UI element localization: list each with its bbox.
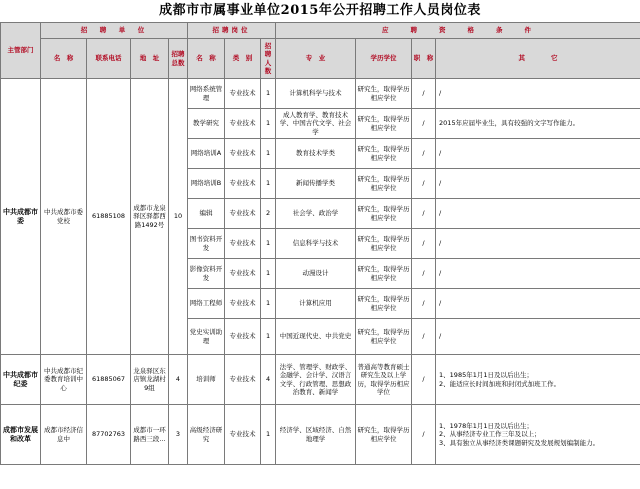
header-edu: 学历学位 <box>356 39 412 79</box>
unit-total-cell: 4 <box>169 355 188 405</box>
category-cell: 专业技术 <box>225 229 261 259</box>
count-cell: 2 <box>261 199 276 229</box>
category-cell: 专业技术 <box>225 79 261 109</box>
header-req-group: 应 聘 资 格 条 件 <box>276 23 640 39</box>
count-cell: 1 <box>261 229 276 259</box>
edu-cell: 研究生，取得学历相应学位 <box>356 79 412 109</box>
title-cell: / <box>412 229 436 259</box>
post-name-cell: 编辑 <box>188 199 225 229</box>
other-cell: / <box>436 79 640 109</box>
edu-cell: 研究生，取得学历相应学位 <box>356 289 412 319</box>
other-cell: 1、1985年1月1日及以后出生； 2、能适应长时间加班和封闭式加班工作。 <box>436 355 640 405</box>
major-cell: 社会学、政治学 <box>276 199 356 229</box>
edu-cell: 普通高等教育硕士研究生及以上学历，取得学历相应学位 <box>356 355 412 405</box>
title-cell: / <box>412 199 436 229</box>
post-name-cell: 图书资料开发 <box>188 229 225 259</box>
post-name-cell: 网络工程师 <box>188 289 225 319</box>
header-title: 职 称 <box>412 39 436 79</box>
edu-cell: 研究生，取得学历相应学位 <box>356 259 412 289</box>
category-cell: 专业技术 <box>225 405 261 465</box>
dept-cell: 中共成都市委 <box>1 79 41 355</box>
unit-total-cell: 10 <box>169 79 188 355</box>
count-cell: 1 <box>261 169 276 199</box>
table-body <box>1 79 640 465</box>
title-cell: / <box>412 259 436 289</box>
header-major: 专 业 <box>276 39 356 79</box>
unit-address-cell: 龙泉驿区东店镇龙湖村9组 <box>131 355 169 405</box>
header-unit-name: 名 称 <box>41 39 87 79</box>
category-cell: 专业技术 <box>225 259 261 289</box>
page-title: 成都市市属事业单位2015年公开招聘工作人员岗位表 <box>159 3 481 18</box>
count-cell: 1 <box>261 259 276 289</box>
table-row <box>1 79 640 109</box>
unit-name-cell: 中共成都市纪委教育培训中心 <box>41 355 87 405</box>
header-count: 招聘人数 <box>261 39 276 79</box>
post-name-cell: 党史实训助理 <box>188 319 225 355</box>
category-cell: 专业技术 <box>225 319 261 355</box>
other-cell: 2015年应届毕业生，具有较强的文字写作能力。 <box>436 109 640 139</box>
count-cell: 1 <box>261 79 276 109</box>
category-cell: 专业技术 <box>225 139 261 169</box>
other-cell: / <box>436 259 640 289</box>
edu-cell: 研究生，取得学历相应学位 <box>356 199 412 229</box>
header-post-group: 招聘岗位 <box>188 23 276 39</box>
unit-phone-cell: 61885067 <box>87 355 131 405</box>
post-name-cell: 高级经济研究 <box>188 405 225 465</box>
header-other: 其 它 <box>436 39 640 79</box>
unit-total-cell: 3 <box>169 405 188 465</box>
major-cell: 信息科学与技术 <box>276 229 356 259</box>
header-address: 地 址 <box>131 39 169 79</box>
unit-address-cell: 成都市一环路西三段... <box>131 405 169 465</box>
edu-cell: 研究生，取得学历相应学位 <box>356 109 412 139</box>
unit-name-cell: 成都市经济信息中 <box>41 405 87 465</box>
edu-cell: 研究生，取得学历相应学位 <box>356 229 412 259</box>
other-cell: / <box>436 319 640 355</box>
major-cell: 动漫设计 <box>276 259 356 289</box>
title-cell: / <box>412 289 436 319</box>
unit-phone-cell: 61885108 <box>87 79 131 355</box>
count-cell: 1 <box>261 109 276 139</box>
dept-cell: 成都市发展和改革 <box>1 405 41 465</box>
edu-cell: 研究生，取得学历相应学位 <box>356 139 412 169</box>
table-row <box>1 405 640 465</box>
post-name-cell: 网络培训A <box>188 139 225 169</box>
category-cell: 专业技术 <box>225 355 261 405</box>
count-cell: 1 <box>261 319 276 355</box>
title-cell: / <box>412 139 436 169</box>
edu-cell: 研究生，取得学历相应学位 <box>356 319 412 355</box>
other-cell: / <box>436 169 640 199</box>
header-unit-group: 招 聘 单 位 <box>41 23 188 39</box>
title-cell: / <box>412 355 436 405</box>
title-cell: / <box>412 109 436 139</box>
count-cell: 1 <box>261 139 276 169</box>
header-post-name: 名 称 <box>188 39 225 79</box>
count-cell: 1 <box>261 405 276 465</box>
header-category: 类 别 <box>225 39 261 79</box>
major-cell: 计算机科学与技术 <box>276 79 356 109</box>
other-cell: 1、1978年1月1日及以后出生； 2、从事经济专业工作三年及以上； 3、具有独立从事经济类课题研究及发展规划编制能力。 <box>436 405 640 465</box>
title-cell: / <box>412 405 436 465</box>
post-name-cell: 教学研究 <box>188 109 225 139</box>
title-cell: / <box>412 79 436 109</box>
other-cell: / <box>436 139 640 169</box>
category-cell: 专业技术 <box>225 199 261 229</box>
major-cell: 经济学、区域经济、自然地理学 <box>276 405 356 465</box>
post-name-cell: 培训师 <box>188 355 225 405</box>
category-cell: 专业技术 <box>225 109 261 139</box>
table-row <box>1 355 640 405</box>
major-cell: 法学、管理学、财政学、金融学、会计学、汉语言文学、行政管理、思想政治教育、新闻学 <box>276 355 356 405</box>
edu-cell: 研究生，取得学历相应学位 <box>356 405 412 465</box>
other-cell: / <box>436 289 640 319</box>
unit-address-cell: 成都市龙泉驿区驿都西路1492号 <box>131 79 169 355</box>
header-phone: 联系电话 <box>87 39 131 79</box>
post-name-cell: 影像资料开发 <box>188 259 225 289</box>
dept-cell: 中共成都市纪委 <box>1 355 41 405</box>
header-unit-total: 招聘总数 <box>169 39 188 79</box>
title-cell: / <box>412 319 436 355</box>
count-cell: 4 <box>261 355 276 405</box>
category-cell: 专业技术 <box>225 169 261 199</box>
header-dept: 主管部门 <box>1 23 41 79</box>
edu-cell: 研究生，取得学历相应学位 <box>356 169 412 199</box>
unit-phone-cell: 87702763 <box>87 405 131 465</box>
major-cell: 教育技术学类 <box>276 139 356 169</box>
other-cell: / <box>436 229 640 259</box>
major-cell: 中国近现代史、中共党史 <box>276 319 356 355</box>
major-cell: 成人教育学、教育技术学、中国古代文学、社会学 <box>276 109 356 139</box>
major-cell: 计算机应用 <box>276 289 356 319</box>
post-name-cell: 网络系统管理 <box>188 79 225 109</box>
category-cell: 专业技术 <box>225 289 261 319</box>
recruitment-table <box>0 22 640 465</box>
unit-name-cell: 中共成都市委党校 <box>41 79 87 355</box>
other-cell: / <box>436 199 640 229</box>
count-cell: 1 <box>261 289 276 319</box>
major-cell: 新闻传播学类 <box>276 169 356 199</box>
post-name-cell: 网络培训B <box>188 169 225 199</box>
title-cell: / <box>412 169 436 199</box>
